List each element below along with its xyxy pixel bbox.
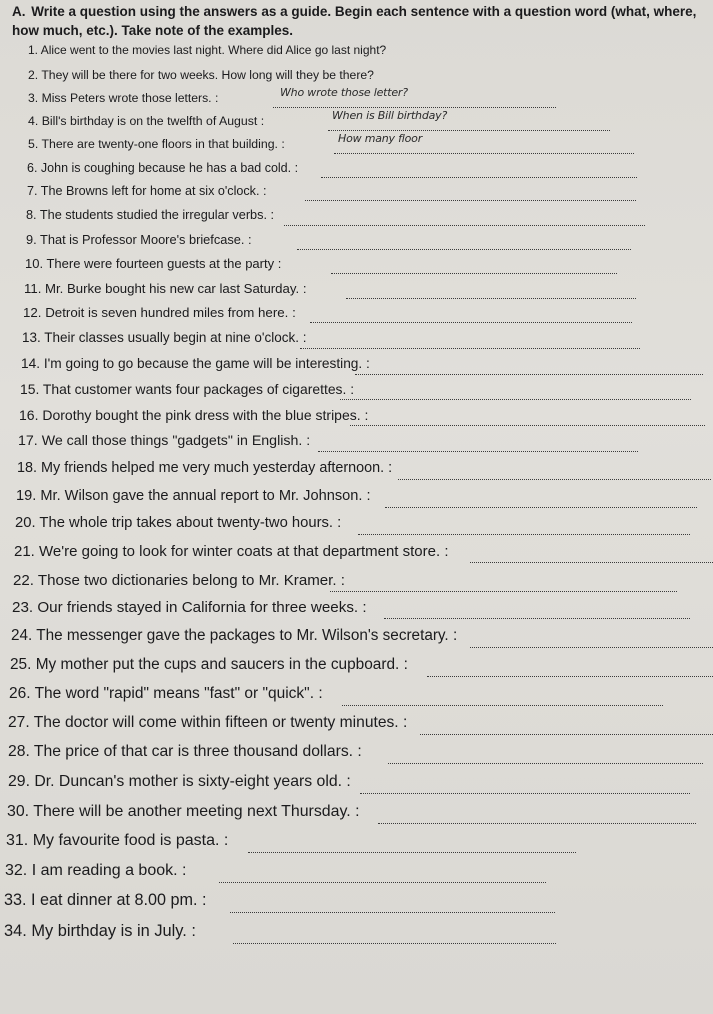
exercise-sentence: There were fourteen guests at the party [46, 256, 275, 271]
answer-separator: : [337, 515, 342, 531]
exercise-item [25, 256, 281, 271]
exercise-number: 24. [11, 627, 33, 644]
answer-separator: : [223, 832, 229, 849]
exercise-number: 20. [15, 515, 36, 531]
exercise-sentence: My birthday is in July. [31, 922, 187, 940]
answer-blank[interactable] [248, 852, 576, 853]
exercise-item [15, 515, 341, 531]
exercise-number: 34. [4, 922, 27, 940]
exercise-item [6, 832, 228, 850]
exercise-item [17, 460, 392, 476]
exercise-item [26, 232, 252, 247]
exercise-item [20, 381, 354, 397]
answer-blank[interactable] [297, 249, 631, 250]
exercise-sentence: I'm going to go because the game will be interesting. [43, 356, 363, 371]
exercise-number: 2. [28, 68, 39, 82]
exercise-sentence: Dorothy bought the pink dress with the blue stripes. [42, 407, 361, 423]
answer-separator: : [302, 281, 307, 296]
answer-blank[interactable] [378, 823, 696, 824]
exercise-sentence: The Browns left for home at six o'clock. [40, 184, 260, 198]
answer-blank[interactable] [273, 107, 556, 108]
exercise-number: 13. [22, 330, 41, 345]
exercise-number: 30. [7, 803, 30, 820]
exercise-number: 17. [18, 433, 38, 449]
exercise-sentence: There will be another meeting next Thursday. [33, 803, 351, 820]
answer-separator: : [362, 599, 367, 616]
exercise-item [22, 330, 307, 345]
answer-separator: : [318, 685, 323, 702]
answer-blank[interactable] [305, 200, 636, 201]
answer-separator: : [277, 256, 282, 271]
exercise-sentence: Mr. Wilson gave the annual report to Mr. Johnson. [40, 488, 363, 504]
exercise-number: 21. [14, 543, 35, 560]
answer-blank[interactable] [330, 591, 677, 592]
exercise-sentence: John is coughing because he has a bad cold. [40, 161, 292, 175]
exercise-number: 4. [28, 114, 39, 128]
answer-separator: : [260, 114, 265, 128]
answer-blank[interactable] [350, 425, 705, 426]
exercise-sentence: Mr. Burke bought his new car last Saturday. [45, 281, 300, 296]
answer-blank[interactable] [230, 912, 555, 913]
instructions-text: Write a question using the answers as a guide. Begin each sentence with a question word (what, where, how much, etc.). Take note of the examples. [12, 4, 697, 38]
handwritten-answer: Who wrote those letter? [280, 86, 408, 99]
exercise-number: 32. [5, 862, 28, 879]
exercise-item [19, 407, 368, 423]
exercise-number: 25. [10, 656, 32, 673]
answer-separator: : [294, 161, 299, 175]
instructions [12, 2, 704, 40]
answer-separator: : [248, 232, 252, 247]
answer-blank[interactable] [470, 647, 713, 648]
exercise-sentence: My favourite food is pasta. [32, 832, 220, 849]
exercise-item [10, 656, 408, 674]
answer-blank[interactable] [420, 734, 713, 735]
exercise-sentence: The word "rapid" means "fast" or "quick". [34, 685, 314, 702]
exercise-number: 7. [27, 184, 38, 198]
answer-blank[interactable] [385, 507, 697, 508]
exercise-sentence: Bill's birthday is on the twelfth of August [41, 114, 258, 128]
answer-separator: : [191, 922, 196, 940]
exercise-item [18, 433, 310, 449]
answer-separator: : [202, 891, 207, 909]
exercise-sentence: My friends helped me very much yesterday afternoon. [41, 460, 385, 476]
exercise-number: 33. [4, 891, 27, 909]
exercise-number: 16. [19, 407, 39, 423]
exercise-sentence: The students studied the irregular verbs. [39, 208, 267, 222]
exercise-sentence: Miss Peters wrote those letters. [41, 91, 212, 105]
answer-blank[interactable] [398, 479, 711, 480]
exercise-sentence: They will be there for two weeks. How long will they be there? [41, 68, 374, 82]
exercise-number: 15. [20, 381, 40, 397]
answer-separator: : [403, 656, 408, 673]
answer-separator: : [388, 460, 393, 476]
answer-blank[interactable] [331, 273, 617, 274]
exercise-number: 10. [25, 256, 44, 271]
exercise-number: 22. [13, 572, 34, 589]
answer-separator: : [452, 627, 458, 644]
exercise-sentence: We call those things "gadgets" in English. [41, 433, 303, 449]
exercise-sentence: Those two dictionaries belong to Mr. Kramer. [37, 572, 337, 589]
exercise-sentence: Detroit is seven hundred miles from here. [45, 305, 289, 320]
answer-separator: : [366, 356, 370, 371]
answer-blank[interactable] [360, 793, 690, 794]
answer-separator: : [366, 488, 371, 504]
exercise-item [8, 714, 407, 732]
answer-separator: : [357, 743, 362, 760]
exercise-sentence: I am reading a book. [31, 862, 178, 879]
exercise-sentence: Their classes usually begin at nine o'clock. [44, 330, 300, 345]
answer-blank[interactable] [342, 705, 663, 706]
exercise-sentence: The price of that car is three thousand dollars. [33, 743, 354, 760]
exercise-number: 8. [26, 208, 37, 222]
exercise-item [12, 599, 367, 616]
exercise-number: 31. [6, 832, 29, 849]
answer-blank[interactable] [328, 130, 610, 131]
answer-separator: : [262, 184, 267, 198]
answer-separator: : [281, 137, 285, 151]
exercise-sentence: My mother put the cups and saucers in the cupboard. [35, 656, 400, 673]
exercise-sentence: I eat dinner at 8.00 pm. [31, 891, 198, 909]
answer-separator: : [364, 407, 369, 423]
exercise-sentence: Alice went to the movies last night. Where did Alice go last night? [40, 43, 387, 57]
exercise-number: 29. [8, 773, 30, 790]
handwritten-answer: How many floor [338, 132, 423, 145]
exercise-number: 6. [27, 161, 38, 175]
answer-blank[interactable] [384, 618, 690, 619]
answer-blank[interactable] [346, 298, 636, 299]
answer-separator: : [346, 773, 351, 790]
exercise-item [16, 488, 371, 504]
exercise-item [26, 208, 274, 222]
answer-separator: : [182, 862, 187, 879]
exercise-item [28, 91, 218, 105]
exercise-item [14, 543, 449, 560]
exercise-number: 9. [26, 232, 37, 247]
answer-separator: : [306, 433, 311, 449]
answer-blank[interactable] [358, 534, 690, 535]
exercise-number: 19. [16, 488, 37, 504]
exercise-item [23, 305, 296, 320]
exercise-sentence: That is Professor Moore's briefcase. [40, 232, 245, 247]
exercise-item [5, 862, 186, 880]
exercise-number: 28. [8, 743, 30, 760]
exercise-item [13, 572, 345, 589]
answer-blank[interactable] [340, 399, 691, 400]
exercise-sentence: The messenger gave the packages to Mr. Wilson's secretary. [36, 627, 449, 644]
answer-blank[interactable] [321, 177, 637, 178]
exercise-item [4, 891, 207, 910]
exercise-sentence: We're going to look for winter coats at that department store. [39, 543, 441, 560]
exercise-item [8, 743, 362, 761]
answer-blank[interactable] [284, 225, 645, 226]
answer-separator: : [302, 330, 307, 345]
exercise-item [21, 356, 370, 371]
exercise-sentence: There are twenty-one floors in that building. [41, 137, 278, 151]
exercise-item [27, 161, 298, 175]
exercise-item [7, 803, 359, 821]
exercise-item [28, 68, 374, 82]
section-label: A. [12, 4, 26, 19]
exercise-item [11, 627, 457, 645]
answer-separator: : [214, 91, 219, 105]
exercise-number: 18. [17, 460, 38, 476]
answer-separator: : [340, 572, 345, 589]
answer-separator: : [402, 714, 408, 731]
answer-blank[interactable] [388, 763, 703, 764]
answer-separator: : [270, 208, 275, 222]
answer-blank[interactable] [334, 153, 634, 154]
exercise-item [28, 43, 386, 57]
exercise-number: 26. [9, 685, 31, 702]
exercise-number: 1. [28, 43, 39, 57]
answer-blank[interactable] [427, 676, 713, 677]
answer-separator: : [292, 305, 296, 320]
exercise-sentence: The doctor will come within fifteen or twenty minutes. [33, 714, 399, 731]
exercise-item [28, 137, 285, 151]
exercise-item [4, 922, 196, 941]
answer-blank[interactable] [233, 943, 556, 944]
exercise-number: 3. [28, 91, 39, 105]
exercise-sentence: That customer wants four packages of cigarettes. [42, 381, 347, 397]
answer-separator: : [444, 543, 449, 560]
exercise-sentence: Dr. Duncan's mother is sixty-eight years old. [34, 773, 343, 790]
answer-blank[interactable] [318, 451, 638, 452]
answer-blank[interactable] [219, 882, 546, 883]
answer-separator: : [350, 381, 355, 397]
exercise-number: 27. [8, 714, 30, 731]
exercise-item [8, 773, 351, 791]
exercise-item [27, 184, 266, 198]
exercise-sentence: Our friends stayed in California for three weeks. [37, 599, 359, 616]
answer-blank[interactable] [355, 374, 703, 375]
exercise-item [24, 281, 306, 296]
exercise-number: 11. [24, 281, 42, 296]
exercise-number: 5. [28, 137, 39, 151]
answer-blank[interactable] [470, 562, 713, 563]
exercise-item [9, 685, 323, 703]
exercise-number: 12. [23, 305, 42, 320]
handwritten-answer: When is Bill birthday? [332, 109, 448, 122]
answer-blank[interactable] [310, 322, 632, 323]
answer-separator: : [355, 803, 360, 820]
exercise-sentence: The whole trip takes about twenty-two hours. [39, 515, 334, 531]
answer-blank[interactable] [300, 348, 640, 349]
exercise-number: 23. [12, 599, 34, 616]
exercise-item [28, 114, 264, 128]
exercise-number: 14. [21, 356, 41, 371]
